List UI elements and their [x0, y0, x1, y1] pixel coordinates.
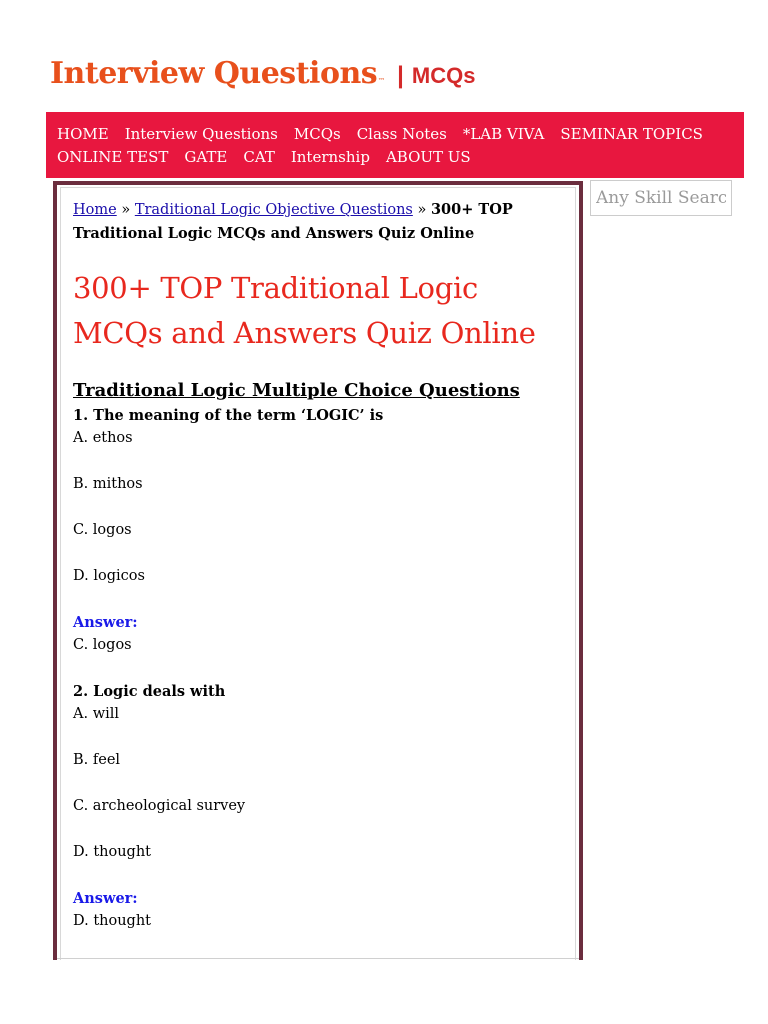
nav-row-2: [57, 145, 744, 168]
answer-value: D. thought: [73, 913, 152, 929]
breadcrumb-separator: »: [417, 202, 427, 218]
breadcrumb-home-link[interactable]: Home: [73, 202, 117, 218]
option-b: B. feel: [73, 752, 121, 768]
nav-item-mcqs[interactable]: MCQs: [293, 124, 341, 143]
breadcrumb-category-link[interactable]: Traditional Logic Objective Questions: [134, 202, 413, 218]
logo-text: Interview Questions: [50, 56, 378, 91]
nav-item-gate[interactable]: GATE: [184, 147, 228, 166]
option-c: C. logos: [73, 522, 132, 538]
nav-item-online-test[interactable]: ONLINE TEST: [57, 147, 169, 166]
content-divider: [57, 958, 579, 959]
site-logo[interactable]: [50, 56, 475, 98]
nav-item-class-notes[interactable]: Class Notes: [356, 124, 447, 143]
nav-item-internship[interactable]: Internship: [290, 147, 370, 166]
breadcrumb-separator: »: [121, 202, 131, 218]
nav-item-seminar-topics[interactable]: SEMINAR TOPICS: [560, 124, 703, 143]
question-text: 1. The meaning of the term ‘LOGIC’ is: [73, 407, 384, 424]
answer-label: Answer:: [73, 890, 138, 907]
skill-search-input[interactable]: [590, 180, 732, 216]
answer-value: C. logos: [73, 637, 132, 653]
option-a: A. ethos: [73, 430, 133, 446]
option-d: D. thought: [73, 844, 152, 860]
page-bottom-area: [0, 960, 768, 1024]
option-c: C. archeological survey: [73, 798, 246, 814]
breadcrumb-current: 300+ TOP Traditional Logic MCQs and Answers Quiz Online: [73, 201, 513, 242]
question-block-1: [73, 404, 553, 657]
option-a: A. will: [73, 706, 120, 722]
nav-item-about-us[interactable]: ABOUT US: [385, 147, 471, 166]
section-heading: Traditional Logic Multiple Choice Questions: [73, 380, 520, 401]
answer-label: Answer:: [73, 614, 138, 631]
option-b: B. mithos: [73, 476, 143, 492]
option-d: D. logicos: [73, 568, 145, 584]
nav-item-home[interactable]: HOME: [57, 124, 109, 143]
page-title: 300+ TOP Traditional Logic MCQs and Answers Quiz Online: [73, 271, 536, 350]
nav-item-cat[interactable]: CAT: [243, 147, 275, 166]
logo-separator: |: [397, 62, 404, 89]
main-navigation: [46, 112, 744, 178]
nav-item-lab-viva[interactable]: *LAB VIVA: [462, 124, 545, 143]
nav-item-interview-questions[interactable]: Interview Questions: [124, 124, 278, 143]
logo-trademark: ™: [378, 77, 386, 85]
article-content: [73, 198, 553, 956]
question-text: 2. Logic deals with: [73, 683, 226, 700]
question-block-2: [73, 680, 553, 933]
breadcrumb: [73, 198, 553, 246]
nav-row-1: [57, 122, 744, 145]
logo-mcqs-text: MCQs: [411, 63, 476, 88]
